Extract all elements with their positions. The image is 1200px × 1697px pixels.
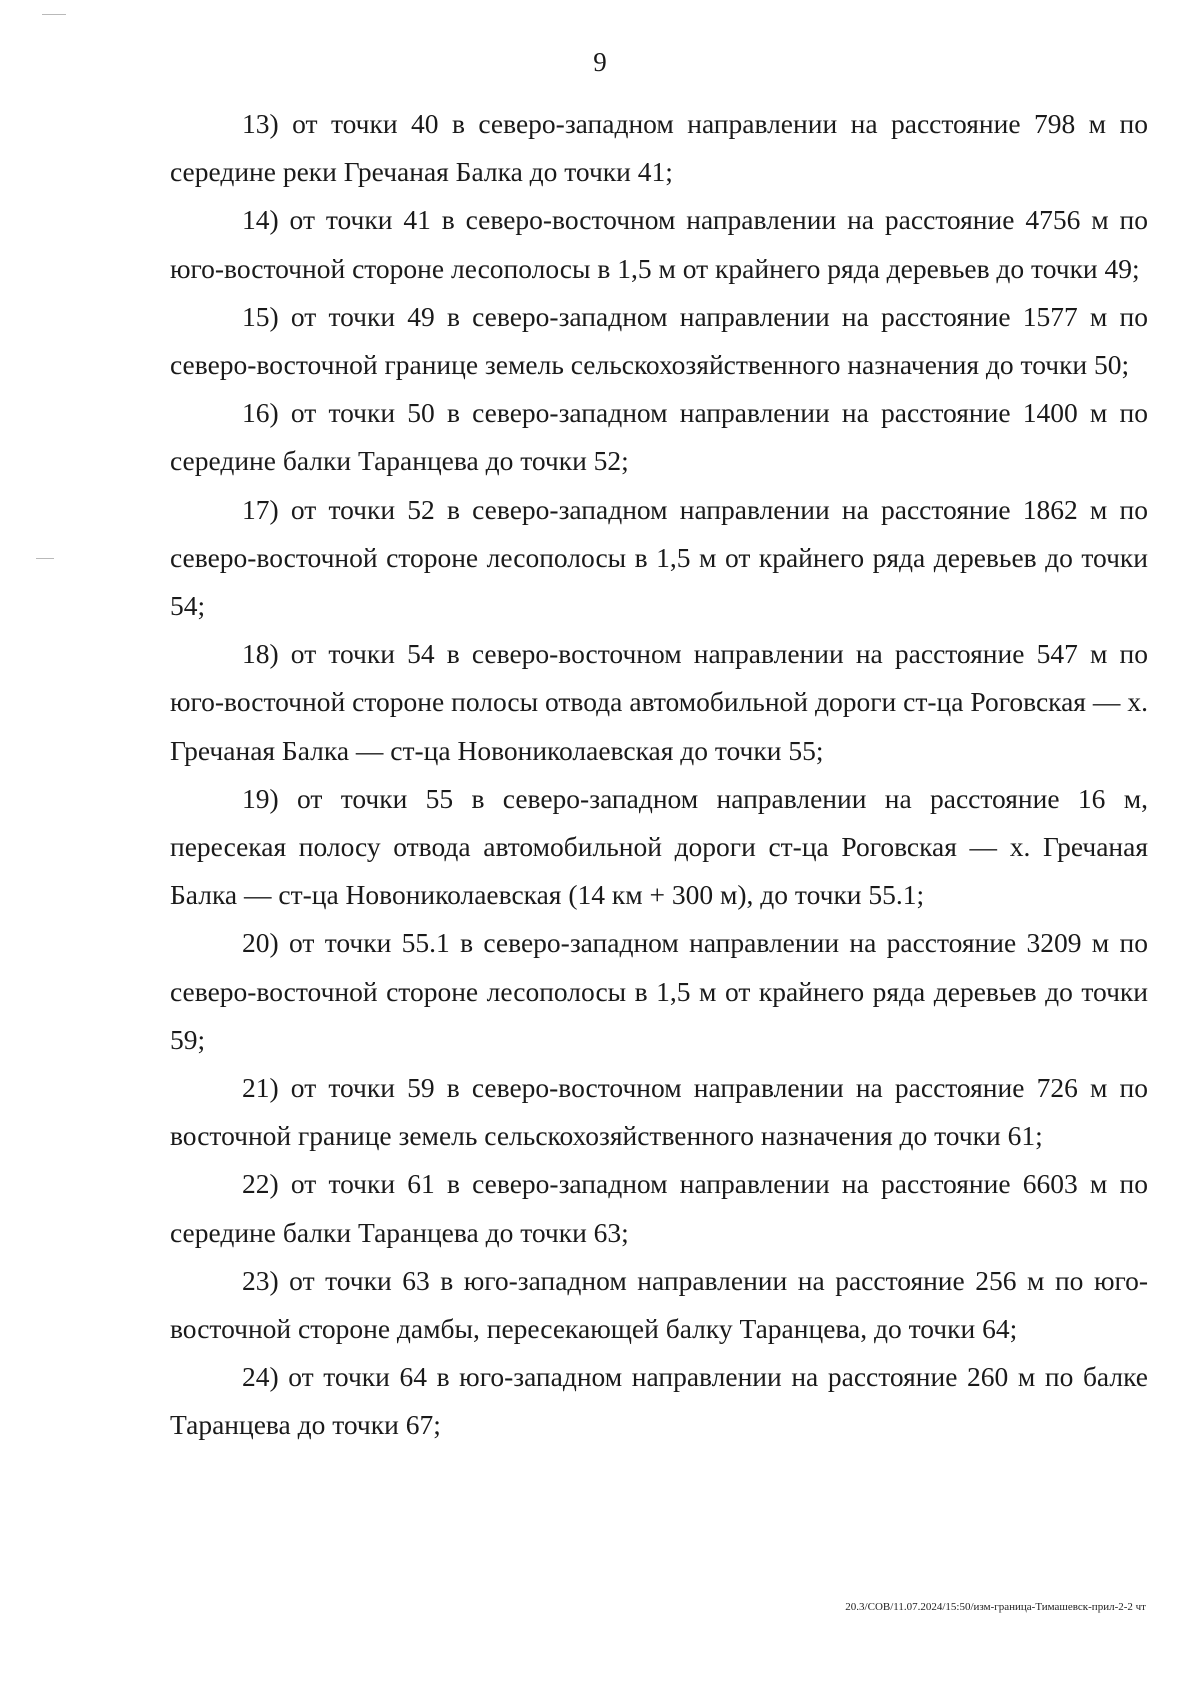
list-item: 21) от точки 59 в северо-восточном направлении на расстояние 726 м по восточной границе земель сельскохозяйственного назначения до точки 61;	[170, 1072, 1148, 1152]
list-item: 22) от точки 61 в северо-западном направлении на расстояние 6603 м по середине балки Таранцева до точки 63;	[170, 1168, 1148, 1248]
list-item: 15) от точки 49 в северо-западном направлении на расстояние 1577 м по северо-восточной границе земель сельскохозяйственного назначения до точки 50;	[170, 300, 1148, 381]
list-item: 23) от точки 63 в юго-западном направлении на расстояние 256 м по юго-восточной стороне дамбы, пересекающей балку Таранцева, до точки 64;	[170, 1264, 1148, 1345]
list-item: 13) от точки 40 в северо-западном направлении на расстояние 798 м по середине реки Гречаная Балка до точки 41;	[170, 108, 1148, 188]
list-item: 14) от точки 41 в северо-восточном направлении на расстояние 4756 м по юго-восточной стороне лесополосы в 1,5 м от крайнего ряда деревьев до точки 49;	[170, 204, 1148, 284]
list-item: 18) от точки 54 в северо-восточном направлении на расстояние 547 м по юго-восточной стороне полосы отвода автомобильной дороги ст-ца Роговская — х. Гречаная Балка — ст-ца Новониколаевская до точки 55;	[170, 638, 1148, 766]
list-item: 17) от точки 52 в северо-западном направлении на расстояние 1862 м по северо-восточной стороне лесополосы в 1,5 м от крайнего ряда деревьев до точки 54;	[170, 493, 1148, 622]
page-number: 9	[593, 47, 607, 77]
list-item: 19) от точки 55 в северо-западном направлении на расстояние 16 м, пересекая полосу отвода автомобильной дороги ст-ца Роговская — х. Гречаная Балка — ст-ца Новониколаевская (14 км + 300 м), до точки 55.1;	[170, 782, 1148, 911]
list-item: 16) от точки 50 в северо-западном направлении на расстояние 1400 м по середине балки Таранцева до точки 52;	[170, 397, 1148, 477]
scan-artifact	[36, 558, 54, 559]
document-footer-code: 20.3/СОВ/11.07.2024/15:50/изм-граница-Тимашевск-прил-2-2 чт	[845, 1601, 1146, 1613]
document-body	[170, 100, 1148, 1450]
list-item: 20) от точки 55.1 в северо-западном направлении на расстояние 3209 м по северо-восточной стороне лесополосы в 1,5 м от крайнего ряда деревьев до точки 59;	[170, 927, 1148, 1055]
scan-artifact	[42, 14, 66, 15]
list-item: 24) от точки 64 в юго-западном направлении на расстояние 260 м по балке Таранцева до точки 67;	[170, 1361, 1148, 1441]
